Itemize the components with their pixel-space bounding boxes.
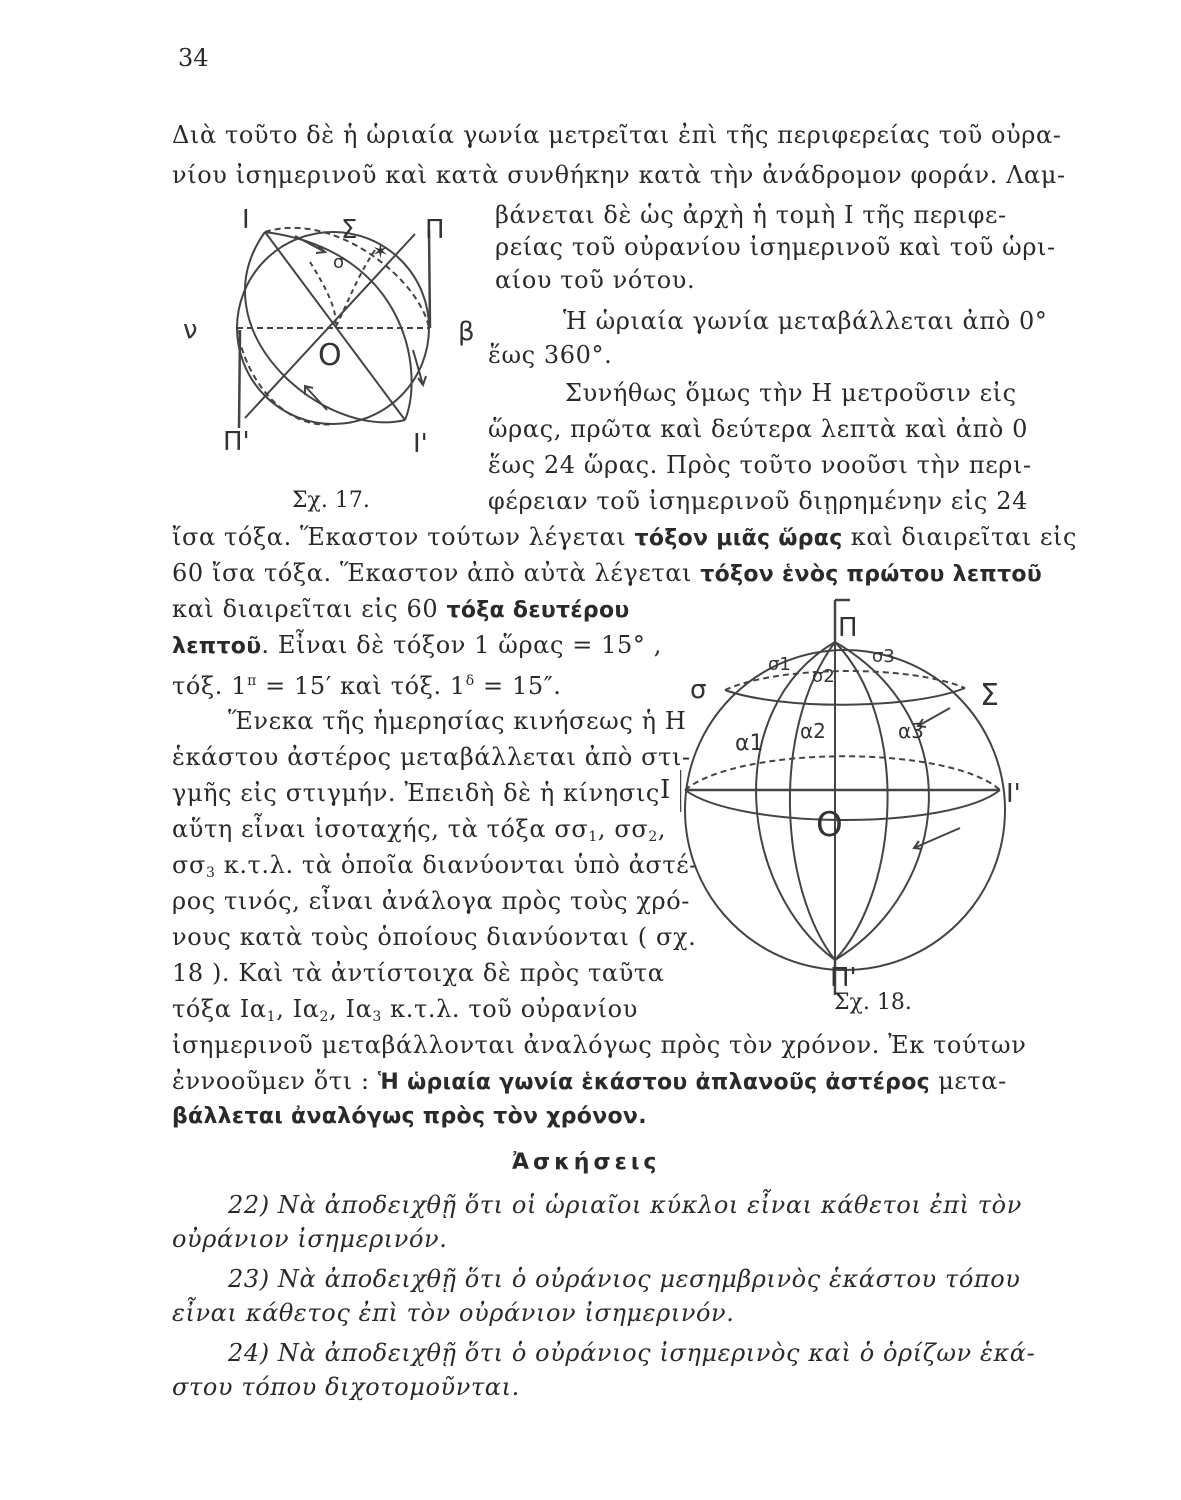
- ending-line-2: [172, 1066, 1007, 1098]
- right-col-line-3: αίου τοῦ νότου.: [495, 266, 696, 294]
- right-col-line-8: ἕως 24 ὥρας. Πρὸς τοῦτο νοοῦσι τὴν περι-: [488, 451, 1032, 479]
- left-col-line-8: [172, 850, 698, 888]
- left-col-line-12-text-d: κ.τ.λ. τοῦ οὐρανίου: [381, 995, 638, 1023]
- full-line-1: [172, 522, 1077, 554]
- fig18-parallel-front: [725, 688, 965, 705]
- fig18-label-o: Ο: [816, 805, 843, 845]
- fig18-label-a3: α3: [898, 719, 924, 743]
- right-col-line-5: ἕως 360°.: [488, 341, 613, 369]
- exercises-heading: Ἀσκήσεις: [512, 1150, 661, 1175]
- right-col-line-2: ρείας τοῦ οὐρανίου ἰσημερινοῦ καὶ τοῦ ὡρι-: [495, 233, 1056, 261]
- left-col-line-1-text-a: καὶ διαιρεῖται εἰς 60: [172, 595, 447, 623]
- page-number: 34: [178, 44, 209, 72]
- fig17-label-beta: β: [458, 317, 475, 347]
- figure-18: [680, 590, 1040, 1010]
- subscript-a1: 1: [266, 1009, 277, 1025]
- left-col-line-3-text-a: τόξ. 1: [172, 672, 248, 700]
- left-col-line-7-text-b: , σσ: [597, 815, 649, 843]
- fig18-hour-circle-1: [756, 642, 835, 960]
- exercise-24-line-1: 24) Νὰ ἀποδειχθῇ ὅτι ὁ οὐράνιος ἰσημερινὸς καὶ ὁ ὁρίζων ἑκά-: [228, 1339, 1036, 1367]
- fig18-arrow-bottom: [914, 828, 960, 848]
- fig17-label-pi-prime: Π': [223, 427, 250, 457]
- fig17-label-nu: ν: [183, 315, 198, 345]
- fig17-label-sigma-small: σ: [333, 252, 345, 273]
- left-col-line-4: Ἕνεκα τῆς ἡμερησίας κινήσεως ἡ Η: [228, 707, 687, 735]
- fig17-label-sigma: Σ: [341, 215, 358, 245]
- exercise-24-line-2: στου τόπου διχοτομοῦνται.: [172, 1373, 520, 1401]
- fig17-arrow-top: [295, 236, 325, 252]
- fig18-hour-circle-4: [835, 642, 929, 960]
- fig18-label-a1: α1: [735, 731, 764, 756]
- term-tokon-mias-oras: τόξον μιᾶς ὥρας: [634, 526, 843, 551]
- left-col-line-8-text-a: σσ: [172, 851, 206, 879]
- left-col-line-2-text-b: . Εἶναι δὲ τόξον 1 ὥρας = 15° ,: [261, 631, 662, 659]
- fig18-label-i: Ι: [660, 775, 671, 805]
- fig18-label-sigma: Σ: [980, 678, 999, 713]
- subscript-a2: 2: [319, 1009, 330, 1025]
- ending-line-1: ἰσημερινοῦ μεταβάλλονται ἀναλόγως πρὸς τὸν χρόνον. Ἐκ τούτων: [172, 1031, 1027, 1059]
- intro-line-2: νίου ἰσημερινοῦ καὶ κατὰ συνθήκην κατὰ τὴν ἀνάδρομον φοράν. Λαμ-: [172, 161, 1066, 189]
- left-col-line-3: [172, 666, 562, 701]
- fig18-label-s1: σ1: [768, 654, 791, 675]
- fig18-hour-circle-2: [790, 642, 835, 960]
- left-col-line-7: [172, 814, 666, 852]
- fig18-equator-back: [685, 756, 1000, 790]
- ending-line-2-text-c: μετα-: [929, 1067, 1007, 1095]
- fig18-label-pi-prime: Π': [830, 963, 857, 993]
- figure-18-caption: Σχ. 18.: [834, 990, 912, 1015]
- subscript-2: 2: [648, 829, 658, 845]
- left-col-line-12-text-a: τόξα Ια: [172, 995, 267, 1023]
- figure-17-caption: Σχ. 17.: [292, 488, 370, 513]
- left-col-line-11: 18 ). Καὶ τὰ ἀντίστοιχα δὲ πρὸς ταῦτα: [172, 959, 665, 987]
- left-col-line-6: γμῆς εἰς στιγμήν. Ἐπειδὴ δὲ ἡ κίνησις: [172, 779, 660, 807]
- left-col-line-3-text-b: = 15′ καὶ τόξ. 1: [256, 672, 466, 700]
- fig17-dashed-arc-3: [310, 262, 336, 328]
- left-col-line-12-text-b: , Ια: [276, 995, 320, 1023]
- exercise-23-line-1: 23) Νὰ ἀποδειχθῇ ὅτι ὁ οὐράνιος μεσημβρινὸς ἑκάστου τόπου: [228, 1265, 1021, 1293]
- fig17-label-o: Ο: [318, 338, 342, 373]
- subscript-a3: 3: [372, 1009, 382, 1025]
- fig17-vertical-left: [239, 330, 240, 428]
- exercise-22-line-1: 22) Νὰ ἀποδειχθῇ ὅτι οἱ ὡριαῖοι κύκλοι εἶναι κάθετοι ἐπὶ τὸν: [228, 1191, 1022, 1219]
- left-col-line-3-text-c: = 15″.: [474, 672, 562, 700]
- term-toka-defterou: τόξα δευτέρου: [446, 598, 630, 623]
- left-col-line-1: [172, 594, 630, 626]
- full-line-1-text-c: καὶ διαιρεῖται εἰς: [842, 523, 1078, 551]
- fig18-label-pi: Π: [838, 613, 858, 643]
- right-col-line-1: βάνεται δὲ ὡς ἀρχὴ ἡ τομὴ Ι τῆς περιφε-: [495, 201, 1007, 229]
- left-col-line-7-text-c: ,: [657, 815, 667, 843]
- term-leptou: λεπτοῦ: [172, 634, 262, 659]
- right-col-line-7: ὥρας, πρῶτα καὶ δεύτερα λεπτὰ καὶ ἀπὸ 0: [488, 415, 1029, 443]
- right-col-line-4: Ἡ ὡριαία γωνία μεταβάλλεται ἀπὸ 0°: [563, 307, 1048, 335]
- left-col-line-12: [172, 994, 638, 1032]
- subscript-3: 3: [205, 865, 216, 881]
- fig18-label-a2: α2: [800, 719, 826, 743]
- left-col-line-7-text-a: αὕτη εἶναι ἰσοταχής, τὰ τόξα σσ: [172, 815, 589, 843]
- full-line-2-text-a: 60 ἴσα τόξα. Ἕκαστον ἀπὸ αὐτὰ λέγεται: [172, 559, 701, 587]
- term-tokon-protou-leptou: τόξον ἑνὸς πρώτου λεπτοῦ: [700, 562, 1042, 587]
- left-col-line-9: ρος τινός, εἶναι ἀνάλογα πρὸς τοὺς χρό-: [172, 887, 690, 915]
- fig17-label-pi: Π: [425, 215, 445, 245]
- left-col-line-2: [172, 630, 662, 662]
- fig18-celestial-sphere: [685, 650, 1005, 970]
- left-col-line-10: νους κατὰ τοὺς ὁποίους διανύονται ( σχ.: [172, 923, 697, 951]
- key-statement: Ἡ ὡριαία γωνία ἑκάστου ἀπλανοῦς ἀστέρος: [377, 1070, 930, 1095]
- ending-line-3: βάλλεται ἀναλόγως πρὸς τὸν χρόνον.: [172, 1104, 647, 1129]
- right-col-line-9: φέρειαν τοῦ ἰσημερινοῦ διῃρημένην εἰς 24: [488, 487, 1028, 515]
- fig17-arrow-bottom: [305, 386, 327, 410]
- full-line-1-text-a: ἴσα τόξα. Ἕκαστον τούτων λέγεται: [172, 523, 635, 551]
- superscript-pi: π: [247, 673, 257, 689]
- fig18-label-sigma-small: σ: [690, 675, 707, 705]
- subscript-1: 1: [588, 829, 598, 845]
- left-col-line-8-text-b: κ.τ.λ. τὰ ὁποῖα διανύονται ὑπὸ ἀστέ-: [215, 851, 699, 879]
- exercise-23-line-2: εἶναι κάθετος ἐπὶ τὸν οὐράνιον ἰσημερινόν.: [172, 1299, 735, 1327]
- fig18-label-i-prime: Ι': [1006, 779, 1021, 809]
- full-line-2: [172, 558, 1042, 590]
- superscript-delta: δ: [465, 673, 475, 689]
- fig17-star-icon: ✶: [372, 239, 389, 263]
- fig18-label-s3: σ3: [872, 646, 895, 667]
- ending-line-2-text-a: ἐννοοῦμεν ὅτι :: [172, 1067, 378, 1095]
- exercise-22-line-2: οὐράνιον ἰσημερινόν.: [172, 1225, 448, 1253]
- fig17-equator: [245, 234, 415, 418]
- fig18-hour-circle-3: [835, 642, 888, 960]
- left-col-line-12-text-c: , Ια: [329, 995, 373, 1023]
- right-col-line-6: Συνήθως ὅμως τὴν Η μετροῦσιν εἰς: [565, 379, 1017, 407]
- intro-line-1: Διὰ τοῦτο δὲ ἡ ὡριαία γωνία μετρεῖται ἐπὶ τῆς περιφερείας τοῦ οὐρα-: [172, 121, 1062, 149]
- fig17-label-i: Ι: [242, 205, 250, 235]
- fig17-label-i-prime: Ι': [413, 429, 428, 459]
- fig18-label-s2: σ2: [812, 666, 835, 687]
- figure-17: [175, 190, 485, 470]
- left-col-line-5: ἑκάστου ἀστέρος μεταβάλλεται ἀπὸ στι-: [172, 743, 691, 771]
